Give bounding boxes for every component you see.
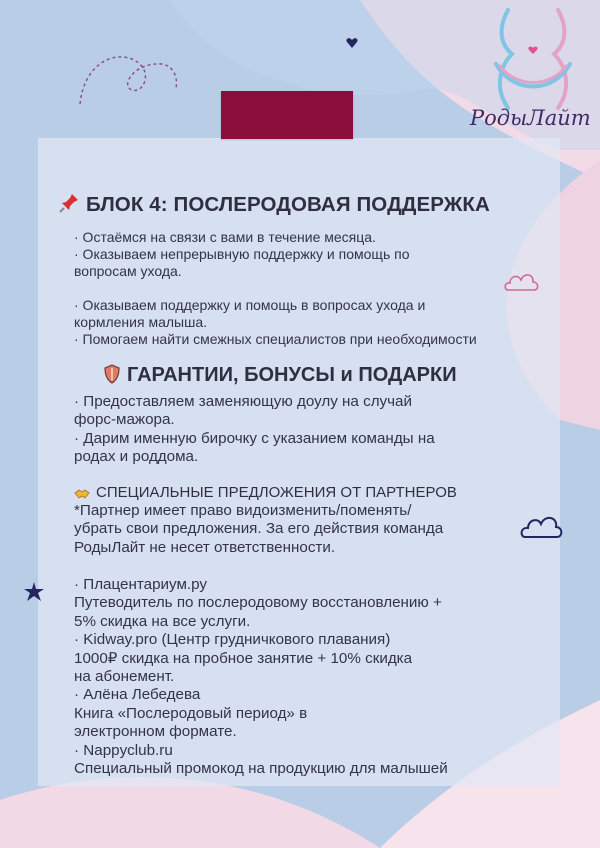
pushpin-icon bbox=[58, 192, 80, 220]
partners-title: СПЕЦИАЛЬНЫЕ ПРЕДЛОЖЕНИЯ ОТ ПАРТНЕРОВ bbox=[96, 484, 457, 501]
heart-icon bbox=[345, 36, 359, 50]
tape-decoration bbox=[221, 91, 353, 139]
block4-heading bbox=[58, 192, 490, 220]
dotted-scribble-decoration bbox=[74, 44, 184, 116]
guarantees-heading bbox=[103, 364, 457, 390]
block4-items-a: · Остаёмся на связи с вами в течение месяца. · Оказываем непрерывную поддержку и помощь по вопросам ухода. bbox=[74, 229, 410, 279]
partners-disclaimer: *Партнер имеет право видоизменить/поменять/ убрать свои предложения. За его действия команда РодыЛайт не несет ответственности. bbox=[74, 502, 444, 556]
guarantees-items: · Предоставляем заменяющую доулу на случай форс-мажора. · Дарим именную бирочку с указанием команды на родах и роддома. bbox=[74, 393, 435, 466]
partners-offers: · Плацентариум.ру Путеводитель по послеродовому восстановлению + 5% скидка на все услуги. · Kidway.pro (Центр грудничкового плавания) 1000₽ скидка на пробное занятие + 10% скидка на абонемент. · Алёна Лебедева Книга «Послеродовый период» в электронном формате. · Nappyclub.ru Специальный промокод на продукцию для малышей bbox=[74, 576, 448, 778]
brand-name: РодыЛайт bbox=[470, 106, 591, 130]
star-icon bbox=[22, 580, 46, 604]
partners-heading bbox=[74, 484, 457, 504]
block4-items-b: · Оказываем поддержку и помощь в вопросах ухода и кормления малыша. · Помогаем найти смежных специалистов при необходимости bbox=[74, 297, 477, 347]
shield-icon bbox=[103, 364, 121, 390]
block4-title: БЛОК 4: ПОСЛЕРОДОВАЯ ПОДДЕРЖКА bbox=[86, 193, 490, 216]
guarantees-title: ГАРАНТИИ, БОНУСЫ и ПОДАРКИ bbox=[127, 364, 457, 386]
